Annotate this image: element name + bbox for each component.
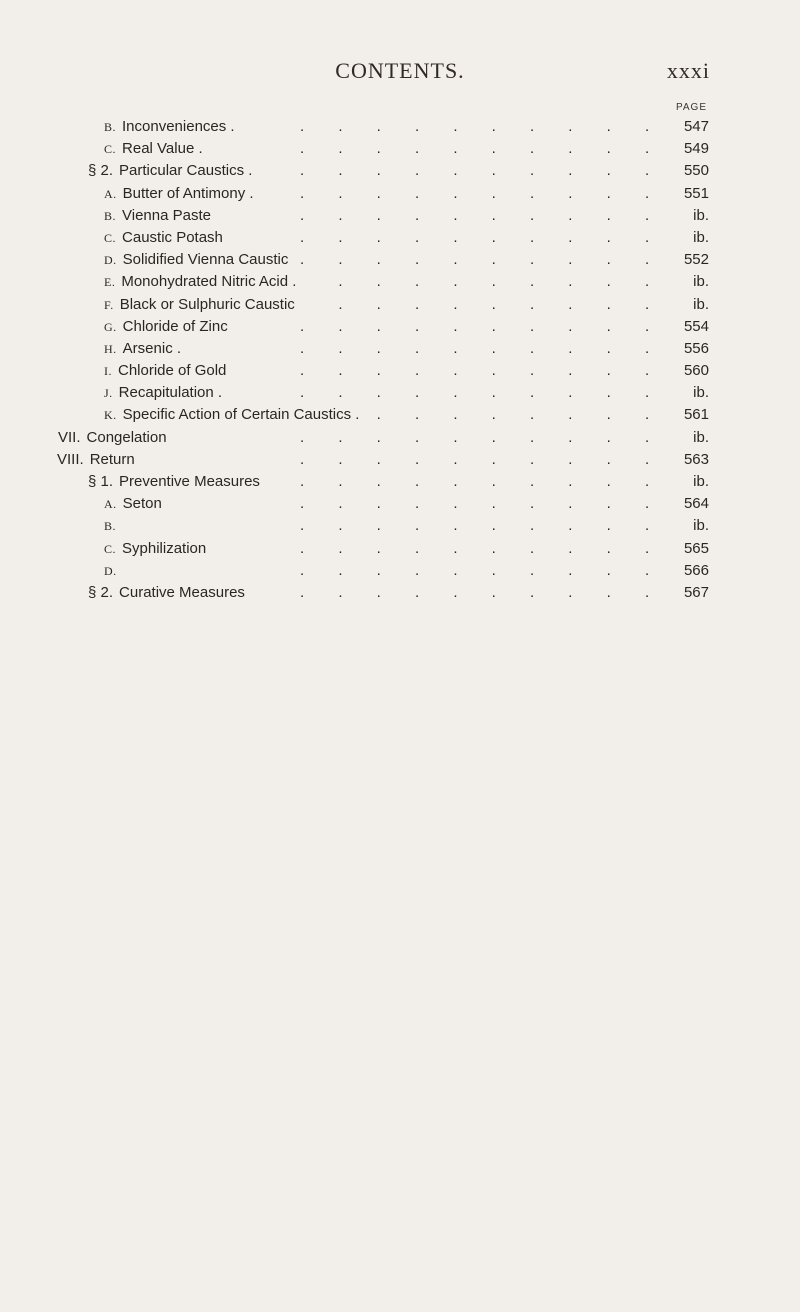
toc-entry-prefix: J.: [104, 386, 113, 401]
toc-entry-label: [58, 427, 167, 449]
toc-entry-title: Syphilization: [122, 539, 207, 557]
toc-entry-prefix: B.: [104, 519, 117, 534]
toc-entry-title: Butter of Antimony .: [122, 184, 254, 202]
toc-entry-prefix: § 1.: [88, 473, 114, 490]
toc-entry-label: [104, 138, 203, 160]
toc-entry: [0, 227, 800, 249]
toc-entry-page: 566: [683, 561, 709, 579]
leader-dots: . . . . . . . . . .: [300, 162, 650, 180]
toc-entry-title: Chloride of Zinc: [122, 317, 228, 335]
leader-dots: . . . . . . . . . .: [300, 583, 650, 601]
toc-entry-page: 564: [683, 495, 709, 513]
toc-entry-label: [104, 382, 222, 404]
toc-entry-title: Caustic Potash: [122, 228, 223, 246]
toc-entry-prefix: C.: [104, 230, 117, 245]
toc-entry-label: [104, 560, 123, 582]
toc-entry-title: Monohydrated Nitric Acid .: [121, 273, 297, 291]
leader-dots: . . . . . . . . . .: [300, 339, 650, 357]
toc-entry-label: [104, 116, 235, 138]
page-title: CONTENTS.: [335, 58, 465, 83]
toc-entry-title: Curative Measures: [119, 583, 245, 601]
leader-dots: . . . . . . . . . .: [300, 539, 650, 557]
toc-entry-label: [104, 183, 254, 205]
leader-dots: . . . . . . . . .: [338, 273, 650, 291]
toc-entry-label: [104, 538, 206, 560]
toc-entry-prefix: G.: [104, 319, 117, 334]
toc-entry: [0, 471, 800, 493]
toc-entry-label: [104, 493, 162, 515]
toc-entry-title: Return: [89, 450, 135, 468]
toc-entry-prefix: A.: [104, 186, 117, 201]
toc-entry-prefix: C.: [104, 142, 117, 157]
leader-dots: . . . . . . . . . .: [300, 251, 650, 269]
leader-dots: . . . . . . . . . .: [300, 362, 650, 380]
toc-entry-label: [88, 160, 252, 182]
leader-dots: . . . . . . . . . .: [300, 428, 650, 446]
toc-entry-page: 565: [683, 539, 709, 557]
toc-entry-title: Preventive Measures: [119, 473, 260, 490]
leader-dots: . . . . . . . . . .: [300, 517, 650, 535]
toc-entry: [0, 427, 800, 449]
table-of-contents: [0, 116, 800, 604]
toc-entry-page: ib.: [693, 384, 709, 402]
toc-entry-prefix: K.: [104, 408, 117, 423]
toc-entry-page: 560: [683, 362, 709, 380]
leader-dots: . . . . . . . .: [376, 406, 650, 424]
toc-entry-page: ib.: [693, 517, 709, 535]
toc-entry-title: Vienna Paste: [122, 206, 211, 224]
toc-entry-label: [104, 360, 226, 382]
toc-entry: [0, 249, 800, 271]
leader-dots: . . . . . . . . . .: [300, 384, 650, 402]
toc-entry: [0, 271, 800, 293]
toc-entry: [0, 160, 800, 182]
toc-entry-label: [88, 471, 260, 493]
toc-entry: [0, 382, 800, 404]
toc-entry-label: [104, 338, 181, 360]
toc-entry: [0, 582, 800, 604]
toc-entry-prefix: D.: [104, 563, 117, 578]
toc-entry-label: [88, 582, 245, 604]
toc-entry: [0, 360, 800, 382]
toc-entry: [0, 338, 800, 360]
toc-entry-page: 561: [683, 406, 709, 424]
toc-entry: [0, 205, 800, 227]
toc-entry-prefix: B.: [104, 208, 117, 223]
toc-entry: [0, 294, 800, 316]
toc-entry-label: [104, 294, 295, 316]
toc-entry-page: ib.: [693, 473, 709, 490]
toc-entry-prefix: E.: [104, 275, 116, 290]
leader-dots: . . . . . . . . . .: [300, 473, 650, 490]
toc-entry-label: [104, 515, 122, 537]
leader-dots: . . . . . . . . .: [338, 295, 650, 313]
toc-entry: [0, 560, 800, 582]
toc-entry-prefix: B.: [104, 120, 117, 134]
toc-entry-prefix: VIII.: [57, 450, 84, 468]
toc-entry: [0, 449, 800, 471]
toc-entry-title: Real Value .: [122, 140, 203, 158]
page-column-label: PAGE: [675, 102, 707, 113]
page-folio: xxxi: [666, 58, 710, 83]
toc-entry-prefix: D.: [104, 253, 117, 268]
toc-entry-page: ib.: [693, 228, 709, 246]
toc-entry-label: [104, 249, 288, 271]
toc-entry-page: 554: [683, 317, 709, 335]
toc-entry-title: Inconveniences .: [122, 118, 235, 135]
toc-entry-page: 552: [683, 251, 709, 269]
toc-entry-title: Particular Caustics .: [119, 162, 253, 180]
toc-entry-prefix: § 2.: [88, 583, 114, 601]
toc-entry: [0, 538, 800, 560]
toc-entry-label: [104, 205, 211, 227]
toc-entry-title: Solidified Vienna Caustic: [122, 251, 289, 269]
toc-entry-page: 567: [683, 583, 709, 601]
toc-entry: [0, 493, 800, 515]
toc-entry-label: [104, 316, 228, 338]
toc-entry-prefix: H.: [104, 341, 117, 356]
leader-dots: . . . . . . . . . .: [300, 317, 650, 335]
toc-entry-page: 549: [683, 140, 709, 158]
toc-entry-title: Congelation: [86, 428, 167, 446]
toc-entry-page: 563: [683, 450, 709, 468]
toc-entry: [0, 515, 800, 537]
toc-entry-prefix: F.: [104, 297, 114, 312]
toc-entry-page: 547: [683, 118, 709, 135]
toc-entry-page: ib.: [693, 295, 709, 313]
toc-entry-prefix: I.: [104, 364, 112, 379]
leader-dots: . . . . . . . . . .: [300, 118, 650, 135]
toc-entry-prefix: C.: [104, 541, 117, 556]
toc-entry: [0, 138, 800, 160]
toc-entry-title: Seton: [122, 495, 162, 513]
leader-dots: . . . . . . . . . .: [300, 495, 650, 513]
leader-dots: . . . . . . . . . .: [300, 228, 650, 246]
toc-entry: [0, 116, 800, 138]
toc-entry-title: Recapitulation .: [118, 384, 223, 402]
toc-entry-label: [104, 271, 296, 293]
toc-entry-page: 550: [683, 162, 709, 180]
toc-entry-prefix: A.: [104, 497, 117, 512]
running-header: [0, 58, 800, 88]
leader-dots: . . . . . . . . . .: [300, 206, 650, 224]
toc-entry-page: ib.: [693, 273, 709, 291]
toc-entry-title: Black or Sulphuric Caustic: [119, 295, 295, 313]
leader-dots: . . . . . . . . . .: [300, 450, 650, 468]
leader-dots: . . . . . . . . . .: [300, 140, 650, 158]
toc-entry: [0, 183, 800, 205]
toc-entry: [0, 404, 800, 426]
toc-entry-label: [104, 227, 223, 249]
toc-entry-prefix: VII.: [58, 428, 81, 446]
leader-dots: . . . . . . . . . .: [300, 561, 650, 579]
toc-entry-page: ib.: [693, 428, 709, 446]
toc-entry: [0, 316, 800, 338]
toc-entry-title: Chloride of Gold: [118, 362, 227, 380]
toc-entry-title: Arsenic .: [122, 339, 182, 357]
toc-entry-label: [57, 449, 135, 471]
toc-entry-prefix: § 2.: [88, 162, 114, 180]
toc-entry-page: 551: [683, 184, 709, 202]
leader-dots: . . . . . . . . . .: [300, 184, 650, 202]
toc-entry-title: Specific Action of Certain Caustics .: [122, 406, 360, 424]
toc-entry-page: ib.: [693, 206, 709, 224]
toc-entry-page: 556: [683, 339, 709, 357]
